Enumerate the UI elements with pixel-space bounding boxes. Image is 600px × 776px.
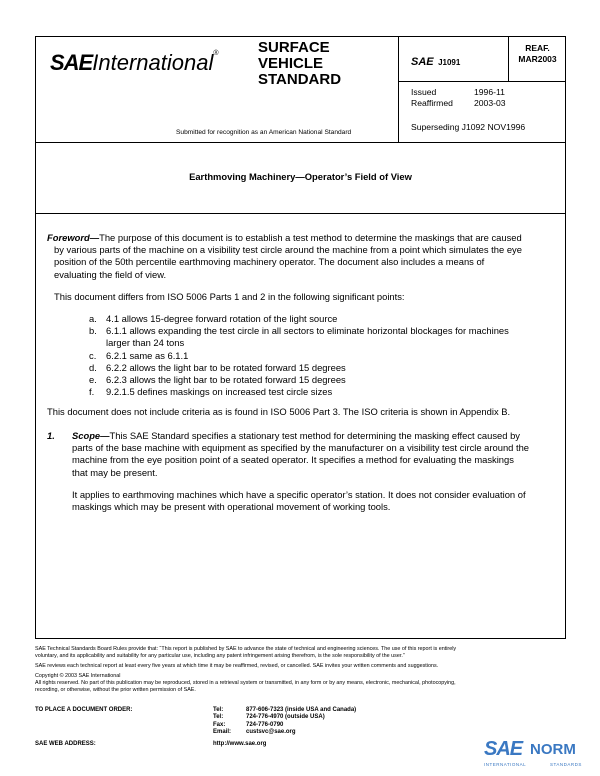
not-include-paragraph: This document does not include criteria as is found in ISO 5006 Part 3. The ISO criteria is shown in Appendix B. bbox=[47, 406, 511, 417]
applies-line-1: It applies to earthmoving machines which have a specific operator’s station. It does not consider evaluation of bbox=[72, 489, 526, 500]
sae-international-logo bbox=[50, 50, 219, 76]
foreword-line-3: position of the 50th percentile earthmoving machinery operator. The document also includes a means of bbox=[54, 256, 485, 268]
scope-label: Scope— bbox=[72, 430, 110, 441]
list-item bbox=[89, 362, 509, 374]
logo-international-text: International bbox=[92, 50, 214, 75]
differences-list bbox=[89, 313, 509, 398]
title-line-2: VEHICLE bbox=[258, 55, 324, 72]
applies-paragraph bbox=[72, 489, 526, 513]
email-link[interactable]: custsvc@sae.org bbox=[246, 729, 296, 736]
scope-line-2: parts of the base machine with equipment as specified by the manufacturer on a visibility test circle around the bbox=[72, 442, 530, 454]
norm-logo-sub1: INTERNATIONAL bbox=[484, 762, 527, 767]
list-item bbox=[89, 337, 509, 349]
scope-number: 1. bbox=[47, 430, 55, 441]
scope-line-4: that may be present. bbox=[72, 466, 158, 478]
list-text: larger than 24 tons bbox=[106, 337, 185, 349]
list-text: 6.2.3 allows the light bar to be rotated forward 15 degrees bbox=[106, 374, 346, 386]
footer-copyright: Copyright © 2003 SAE International bbox=[35, 673, 121, 679]
norm-logo-sae: SAE bbox=[484, 738, 523, 760]
scope-paragraph bbox=[47, 430, 529, 479]
scope-line-1: This SAE Standard specifies a stationary test method for determining the masking effect caused by bbox=[109, 430, 520, 441]
footer-legal bbox=[35, 646, 565, 694]
logo-tm: ® bbox=[213, 50, 219, 57]
list-marker: d. bbox=[89, 361, 97, 373]
header-divider-3 bbox=[398, 81, 566, 82]
doc-mark: SAE bbox=[411, 56, 434, 68]
title-line-3: STANDARD bbox=[258, 71, 342, 88]
issued-value: 1996-11 bbox=[474, 87, 505, 97]
footer-rules-line-2: voluntary, and its applicability and suitability for any particular use, including any patent infringement arising therefrom, is the sole responsibility of the user.” bbox=[35, 653, 405, 659]
applies-line-2: maskings which may be present with operational movement of working tools. bbox=[72, 501, 391, 513]
footer-rules-line-1: SAE Technical Standards Board Rules provide that: “This report is published by SAE to advance the state of technical and engineering sciences. The use of this report is entirely bbox=[35, 646, 457, 652]
doc-number bbox=[411, 52, 460, 70]
contact-value: 877-606-7323 (inside USA and Canada) bbox=[246, 707, 357, 713]
superseding-note: Superseding J1092 NOV1996 bbox=[411, 122, 526, 132]
list-item bbox=[89, 386, 509, 398]
reaf-label: REAF. bbox=[525, 43, 550, 53]
list-marker: f. bbox=[89, 386, 95, 398]
header-divider-1 bbox=[398, 36, 399, 143]
foreword-line-1: The purpose of this document is to establish a test method to determine the maskings that are caused bbox=[99, 232, 522, 243]
norm-logo-norm: NORM bbox=[530, 741, 576, 758]
contact-label: Tel: bbox=[213, 707, 224, 713]
list-text: 9.2.1.5 defines maskings on increased test circle sizes bbox=[106, 386, 333, 398]
logo-sae-text: SAE bbox=[50, 50, 93, 75]
contact-label: Email: bbox=[213, 729, 232, 736]
footer-rights-line-2: recording, or otherwise, without the prior written permission of SAE. bbox=[35, 687, 196, 693]
list-marker: b. bbox=[89, 325, 97, 337]
reaffirmed-value: 2003-03 bbox=[474, 98, 506, 108]
footer-rights-line-1: All rights reserved. No part of this publication may be reproduced, stored in a retrieval system or transmitted, in any form or by any means, electronic, mechanical, photocopying, bbox=[35, 680, 456, 686]
list-marker: e. bbox=[89, 374, 97, 386]
web-address-link[interactable]: http://www.sae.org bbox=[213, 741, 267, 747]
list-item bbox=[89, 313, 509, 325]
document-title: Earthmoving Machinery—Operator’s Field of View bbox=[189, 171, 412, 182]
doc-number-text: J1091 bbox=[438, 58, 461, 67]
norm-logo-sub2: STANDARDS bbox=[550, 762, 582, 767]
list-text: 6.2.2 allows the light bar to be rotated forward 15 degrees bbox=[106, 361, 346, 373]
order-label: TO PLACE A DOCUMENT ORDER: bbox=[35, 707, 133, 713]
contact-label: Tel: bbox=[213, 714, 224, 721]
list-item bbox=[89, 325, 509, 337]
foreword-paragraph bbox=[47, 232, 559, 281]
reaffirmed-label: Reaffirmed bbox=[411, 98, 453, 108]
list-item bbox=[89, 374, 509, 386]
list-marker: a. bbox=[89, 313, 97, 324]
foreword-label: Foreword— bbox=[47, 232, 100, 243]
list-text: 6.2.1 same as 6.1.1 bbox=[106, 349, 189, 361]
issue-dates bbox=[411, 87, 506, 109]
reaf-cell bbox=[509, 43, 566, 65]
sae-norm-logo bbox=[482, 738, 598, 772]
footer-reviews: SAE reviews each technical report at least every five years at which time it may be reaffirmed, revised, or cancelled. SAE invites your written comments and suggestions. bbox=[35, 663, 439, 669]
standard-type-title bbox=[258, 40, 341, 88]
list-item bbox=[89, 350, 509, 362]
foreword-line-2: by various parts of the machine on a visibility test circle around the machine from a point which simulates the eye bbox=[54, 244, 522, 256]
differs-paragraph: This document differs from ISO 5006 Parts 1 and 2 in the following significant points: bbox=[54, 291, 405, 302]
web-address-label: SAE WEB ADDRESS: bbox=[35, 741, 96, 747]
title-line-1: SURFACE bbox=[258, 39, 330, 56]
submitted-note: Submitted for recognition as an American National Standard bbox=[176, 129, 352, 136]
list-text: 4.1 allows 15-degree forward rotation of the light source bbox=[106, 313, 338, 324]
list-marker: c. bbox=[89, 349, 97, 361]
scope-line-3: machine from the eye position point of a seated operator. It specifies a method for evaluating the maskings bbox=[72, 454, 514, 466]
order-contacts bbox=[213, 707, 356, 737]
foreword-line-4: evaluating the field of view. bbox=[54, 268, 167, 280]
contact-value: 724-776-4970 (outside USA) bbox=[246, 714, 325, 721]
list-text: 6.1.1 allows expanding the test circle in all sectors to eliminate horizontal blockages for machines bbox=[106, 325, 509, 337]
contact-label: Fax: bbox=[213, 721, 226, 728]
contact-value: 724-776-0790 bbox=[246, 721, 284, 728]
reaf-date: MAR2003 bbox=[518, 54, 557, 64]
issued-label: Issued bbox=[411, 87, 437, 97]
